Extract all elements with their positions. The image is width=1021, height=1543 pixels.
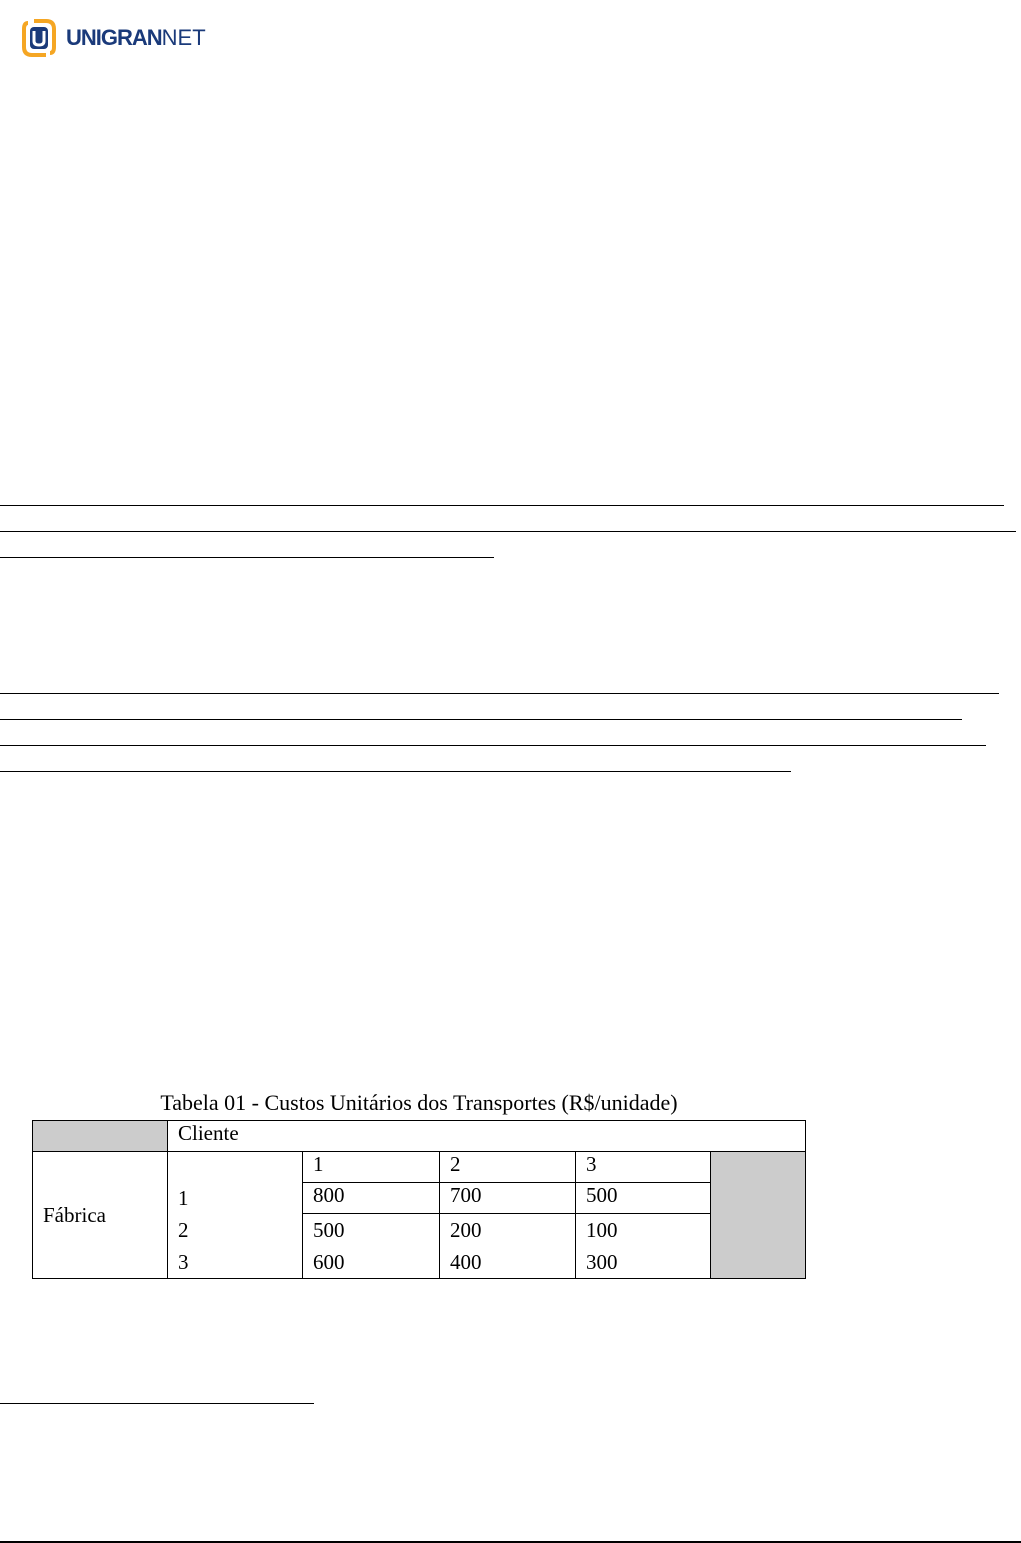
text-underline-7 [0, 771, 791, 772]
table-corner-cell [33, 1121, 168, 1152]
factory-numbers-cell [168, 1152, 303, 1279]
cost-cell: 500 [313, 1218, 345, 1242]
cost-cell: 500 [576, 1183, 711, 1214]
cliente-header: Cliente [168, 1121, 806, 1152]
table-gray-cell [711, 1152, 806, 1279]
text-underline-4 [0, 693, 999, 694]
fabrica-header: Fábrica [33, 1152, 168, 1279]
text-underline-3 [0, 557, 494, 558]
cost-cell-stack [576, 1214, 711, 1279]
unigran-logo [22, 18, 206, 58]
cost-cell: 400 [450, 1250, 482, 1274]
cost-cell: 800 [303, 1183, 440, 1214]
cost-cell-stack [303, 1214, 440, 1279]
footnote-separator [0, 1403, 314, 1404]
unigran-logo-icon [22, 19, 56, 57]
logo-wordmark: UNIGRANNET [66, 25, 206, 50]
text-underline-5 [0, 719, 962, 720]
factory-number: 3 [178, 1250, 189, 1274]
text-underline-6 [0, 745, 986, 746]
factory-number: 1 [178, 1186, 189, 1210]
cost-cell-stack [440, 1214, 576, 1279]
client-number: 2 [440, 1152, 576, 1183]
cost-cell: 600 [313, 1250, 345, 1274]
client-number: 1 [303, 1152, 440, 1183]
transport-cost-table [32, 1120, 806, 1279]
cost-cell: 200 [450, 1218, 482, 1242]
cost-cell: 100 [586, 1218, 618, 1242]
text-underline-2 [0, 531, 1016, 532]
cost-cell: 300 [586, 1250, 618, 1274]
table-caption: Tabela 01 - Custos Unitários dos Transportes (R$/unidade) [160, 1090, 678, 1115]
text-underline-1 [0, 505, 1004, 506]
factory-number: 2 [178, 1218, 189, 1242]
cost-cell: 700 [440, 1183, 576, 1214]
client-number: 3 [576, 1152, 711, 1183]
